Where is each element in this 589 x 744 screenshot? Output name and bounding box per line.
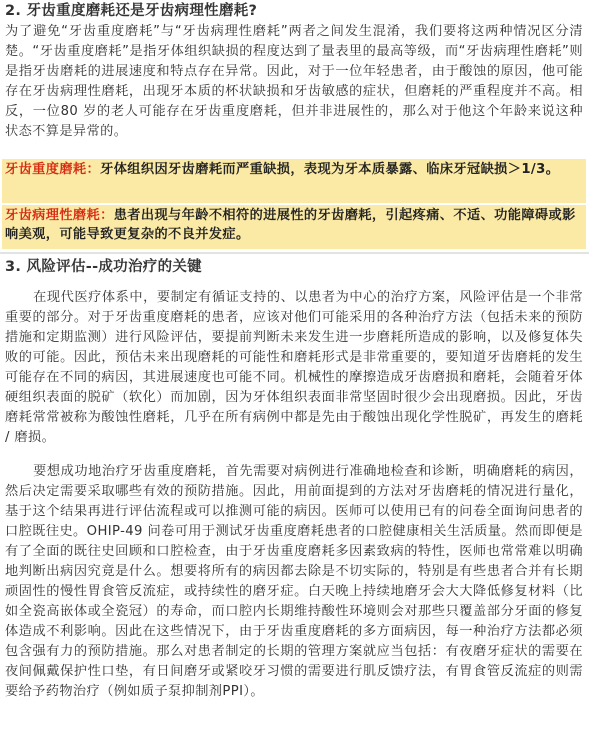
definition-term: 牙齿重度磨耗： xyxy=(5,162,101,177)
section-2-heading: 2. 牙齿重度磨耗还是牙齿病理性磨耗? xyxy=(5,3,258,19)
section-3-paragraph xyxy=(5,462,583,702)
paragraph-text: 要想成功地治疗牙齿重度磨耗，首先需要对病例进行准确地检查和诊断，明确磨耗的病因，然后决定需要采取哪些有效的预防措施。因此，用前面提到的方法对牙齿磨耗的情况进行量化，基于这个结果再进行评估流程或可以推测可能的病因。医师可以使用已有的问卷全面询问患者的口腔既往史。OHIP-49 问卷可用于测试牙齿重度磨耗患者的口腔健康相关生活质量。然而即便是有了全面的既往史回顾和口腔检查，由于牙齿重度磨耗多因素致病的特性，医师也常常难以明确地判断出病因究竟是什么。想要将所有的病因都去除是不切实际的，特别是有些患者合并有长期顽固性的慢性胃食管反流症，或持续性的磨牙症。白天晚上持续地磨牙会大大降低修复材料（比如全瓷高嵌体或全瓷冠）的寿命，而口腔内长期维持酸性环境则会对那些只覆盖部分牙面的修复体造成不利影响。因此在这些情况下，由于牙齿重度磨耗的多方面病因，每一种治疗方法都必须包含强有力的预防措施。那么对患者制定的长期的管理方案就应当包括：有夜磨牙症状的需要在夜间佩戴保护性口垫，有日间磨牙或紧咬牙习惯的需要进行肌反馈疗法，有胃食管反流症的则需要给予药物治疗（例如质子泵抑制剂PPI）。 xyxy=(5,464,583,699)
definition-box-severe-wear xyxy=(2,159,586,203)
paragraph-text: 在现代医疗体系中，要制定有循证支持的、以患者为中心的治疗方案，风险评估是一个非常重要的部分。对于牙齿重度磨耗的患者，应该对他们可能采用的各种治疗方法（包括未来的预防措施和定期监测）进行风险评估，要提前判断未来发生进一步磨耗所造成的影响，以及修复体失败的可能。因此，预估未来出现磨耗的可能性和磨耗形式是非常重要的，要知道牙齿磨耗的发生可能存在不同的病因，其进展速度也可能不同。机械性的摩擦造成牙齿磨损和磨耗，会随着牙体硬组织表面的脱矿（软化）而加剧，因为牙体组织表面非常坚固时很少会出现磨损。因此，牙齿磨耗常常被称为酸蚀性磨耗，几乎在所有病例中都是先由于酸蚀出现化学性脱矿，再发生的磨耗 / 磨损。 xyxy=(5,290,583,445)
definition-text: 患者出现与年龄不相符的进展性的牙齿磨耗，引起疼痛、不适、功能障碍或影响美观，可能导致更复杂的不良并发症。 xyxy=(5,208,576,242)
section-3-paragraph xyxy=(5,288,583,448)
section-divider xyxy=(0,252,589,254)
definition-term: 牙齿病理性磨耗： xyxy=(5,208,114,223)
definition-text: 牙体组织因牙齿磨耗而严重缺损，表现为牙本质暴露、临床牙冠缺损＞1/3。 xyxy=(100,162,560,177)
definition-box-pathological-wear xyxy=(2,205,586,249)
section-3-heading: 3. 风险评估--成功治疗的关键 xyxy=(5,259,202,275)
section-2-paragraph: 为了避免“牙齿重度磨耗”与“牙齿病理性磨耗”两者之间发生混淆，我们要将这两种情况区分清楚。“牙齿重度磨耗”是指牙体组织缺损的程度达到了量表里的最高等级，而“牙齿病理性磨耗”则是指牙齿磨耗的进展速度和特点存在异常。因此，对于一位年轻患者，由于酸蚀的原因，他可能存在牙齿病理性磨耗，出现牙本质的杯状缺损和牙齿敏感的症状，但磨耗的严重程度并不高。相反，一位80 岁的老人可能存在牙齿重度磨耗，但并非进展性的，那么对于他这个年龄来说这种状态不算是异常的。 xyxy=(5,24,583,139)
